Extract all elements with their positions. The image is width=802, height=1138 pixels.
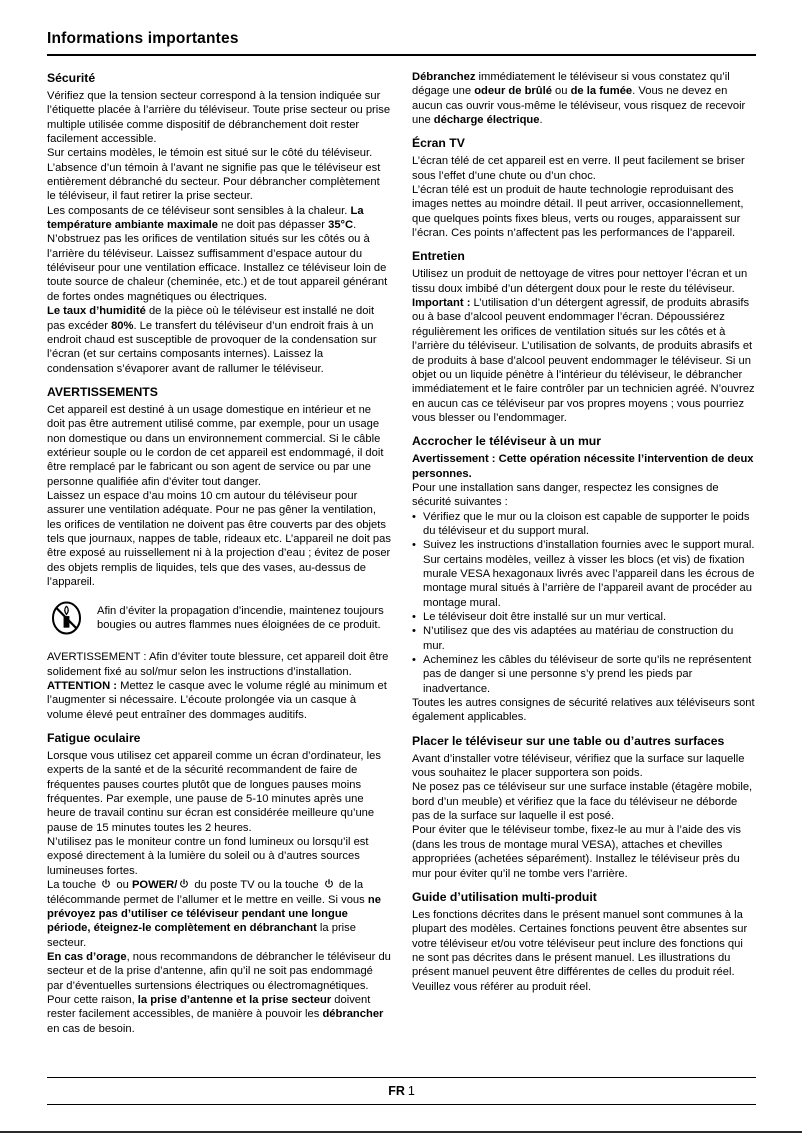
paragraph: Cet appareil est destiné à un usage domestique en intérieur et ne doit pas être autrement utilisé comme, par exemple, pour un usage non domestique ou dans un environnement commercial. Si le câble extérieur souple ou le cordon de cet appareil est endommagé, il doit être remplacé par le fabricant ou son agent de service ou par une personne qualifiée afin d’éviter tout danger. — [47, 403, 384, 488]
paragraph: Utilisez un produit de nettoyage de vitres pour nettoyer l’écran et un tissu doux imbibé d’un détergent doux pour le reste du téléviseur. — [412, 268, 748, 295]
paragraph: N’utilisez pas le moniteur contre un fond lumineux ou lorsqu’il est exposé directement à la lumière du soleil ou à d’autres sources lumineuses fortes. — [47, 836, 369, 877]
bullet-item — [412, 510, 756, 539]
paragraph: Les composants de ce téléviseur sont sensibles à la chaleur. La température ambiante maximale ne doit pas dépasser 35°C. N’obstruez pas les orifices de ventilation situés sur les côtés ou à l’arrière du téléviseur. Laissez suffisamment d’espace autour du téléviseur pour une ventilation efficace. Installez ce téléviseur loin de toute source de chaleur (cheminée, etc.) et de tout appareil générant de fortes ondes magnétiques ou électriques. — [47, 204, 388, 303]
power-icon — [324, 879, 334, 889]
footer-page-indicator — [47, 1078, 756, 1104]
paragraph: L’écran télé est un produit de haute technologie reproduisant des images nettes au moindre détail. Il peut arriver, occasionnellement, que quelques points fixes bleus, verts ou rouges, apparaissent sur l’écran. Ces points n’affectent pas les performances de l’appareil. — [412, 184, 744, 240]
paragraph: Le taux d’humidité de la pièce où le téléviseur est installé ne doit pas excéder 80%. Le transfert du téléviseur d’un endroit frais à un endroit chaud est susceptible de provoquer de la condensation sur l’écran (et sur certains composants internes). Laissez la condensation s’évaporer avant de rallumer le téléviseur. — [47, 305, 377, 375]
flame-warning-text: Afin d’éviter la propagation d’incendie, maintenez toujours bougies ou autres flammes nues éloignées de ce produit. — [97, 605, 384, 632]
page-title: Informations importantes — [47, 30, 239, 47]
bullet-marker: • — [412, 625, 416, 638]
two-column-layout — [47, 70, 756, 1036]
bullet-marker: • — [412, 654, 416, 667]
page-bottom-edge — [0, 1131, 802, 1133]
section-heading: Entretien — [412, 249, 465, 264]
bullet-marker: • — [412, 510, 416, 523]
paragraph: Important : L’utilisation d’un détergent agressif, de produits abrasifs ou à base d’alcool peuvent endommager l’écran. Dépoussiérez régulièrement les orifices de ventilation situés sur les côtés et à l’arrière du téléviseur. L’utilisation de solvants, de produits abrasifs et de produits à base d’alcool peuvent endommager le téléviseur. Si un objet ou un liquide pénètre à l’intérieur du téléviseur, le débrancher immédiatement et le faire contrôler par un technicien agréé. N’ouvrez en aucun cas ce téléviseur par vos propres moyens ; vous pourriez vous blesser ou l’endommager. — [412, 297, 755, 424]
page-footer — [47, 1077, 756, 1105]
paragraph: Toutes les autres consignes de sécurité relatives aux téléviseurs sont également applicables. — [412, 697, 755, 724]
bullet-item — [412, 624, 756, 653]
paragraph: Sur certains modèles, le témoin est situé sur le côté du téléviseur. L’absence d’un témoin à l’avant ne signifie pas que le téléviseur est entièrement débranché du secteur. Pour débrancher complètement le téléviseur, il faut retirer la prise secteur. — [47, 147, 381, 203]
title-divider — [47, 54, 756, 56]
paragraph: Laissez un espace d’au moins 10 cm autour du téléviseur pour assurer une ventilation adéquate. Pour ne pas gêner la ventilation, les orifices de ventilation ne doivent pas être couverts par des objets tels que journaux, nappes de table, rideaux etc. L’appareil ne doit pas être exposé au ruissellement ni à la projection d’eau ; évitez de poser des objets remplis de liquides, tels que des vases, au-dessus de l’appareil. — [47, 489, 391, 588]
paragraph: Les fonctions décrites dans le présent manuel sont communes à la plupart des modèles. Certaines fonctions peuvent être absentes sur votre téléviseur et/ou votre téléviseur peut inclure des fonctions qui ne sont pas décrites dans le présent manuel. Les illustrations du présent manuel peuvent être différentes de celles du produit réel. Veuillez vous référer au produit réel. — [412, 908, 748, 993]
bullet-text: Vérifiez que le mur ou la cloison est capable de supporter le poids du téléviseur et du support mural. — [423, 510, 750, 537]
paragraph: En cas d’orage, nous recommandons de débrancher le téléviseur du secteur et de la prise d’antenne, afin qu’il ne soit pas endommagé par d’éventuelles surtensions électriques ou électromagnétiques. Pour cette raison, la prise d’antenne et la prise secteur doivent rester facilement accessibles, de manière à pouvoir les débrancher en cas de besoin. — [47, 950, 391, 1035]
bullet-text: Le téléviseur doit être installé sur un mur vertical. — [423, 611, 667, 623]
bullet-marker: • — [412, 611, 416, 623]
column-right — [412, 70, 756, 1036]
bullet-item — [412, 653, 756, 696]
paragraph: AVERTISSEMENT : Afin d’éviter toute blessure, cet appareil doit être solidement fixé au sol/mur selon les instructions d’installation. — [47, 651, 389, 678]
paragraph: Avertissement : Cette opération nécessite l’intervention de deux personnes. — [412, 453, 754, 480]
paragraph: L’écran télé de cet appareil est en verre. Il peut facilement se briser sous l’effet d’une chute ou d’un choc. — [412, 155, 745, 182]
column-left — [47, 70, 391, 1036]
section-heading: AVERTISSEMENTS — [47, 384, 158, 399]
flame-warning-block — [47, 601, 391, 635]
footer-page-number: 1 — [407, 1084, 415, 1098]
section-heading: Accrocher le téléviseur à un mur — [412, 434, 601, 449]
section-heading: Écran TV — [412, 136, 465, 151]
paragraph: Vérifiez que la tension secteur correspond à la tension indiquée sur l’étiquette placée à l’arrière du téléviseur. Toute prise secteur ou prise multiple utilisée comme dispositif de débranchement doit rester facilement accessible. — [47, 90, 391, 146]
section-heading: Placer le téléviseur sur une table ou d’autres surfaces — [412, 733, 725, 748]
footer-language-label: FR — [388, 1084, 405, 1098]
section-heading: Guide d’utilisation multi-produit — [412, 889, 597, 904]
paragraph: Pour une installation sans danger, respectez les consignes de sécurité suivantes : — [412, 481, 719, 509]
power-icon — [101, 879, 111, 889]
paragraph: Avant d’installer votre téléviseur, vérifiez que la surface sur laquelle vous souhaitez le placer supportera son poids. — [412, 752, 745, 780]
paragraph: Débranchez immédiatement le téléviseur si vous constatez qu’il dégage une odeur de brûlé ou de la fumée. Vous ne devez en aucun cas ouvrir vous-même le téléviseur, vous risquez de recevoir une décharge électrique. — [412, 71, 746, 127]
paragraph: Pour éviter que le téléviseur tombe, fixez-le au mur à l’aide des vis (dans les trous de montage mural VESA), attaches et chevilles appropriées (achetées séparément). Installez le téléviseur près du mur pour éviter qu’il ne tombe vers l’arrière. — [412, 824, 741, 880]
paragraph: ATTENTION : Mettez le casque avec le volume réglé au minimum et l’augmenter si nécessaire. L’écoute prolongée via un casque à volume élevé peut entraîner des dommages auditifs. — [47, 680, 387, 721]
bullet-item — [412, 538, 756, 610]
section-heading: Sécurité — [47, 71, 96, 85]
bullet-text: Acheminez les câbles du téléviseur de sorte qu’ils ne représentent pas de danger si une personne s’y prend les pieds par inadvertance. — [423, 654, 752, 695]
no-open-flames-icon — [51, 601, 83, 635]
bullet-item — [412, 610, 756, 624]
paragraph: La touche ou POWER/ du poste TV ou la touche de la télécommande permet de l’allumer et le mettre en veille. Si vous ne prévoyez pas d’utiliser ce téléviseur pendant une longue période, éteignez-le complètement en débranchant la prise secteur. — [47, 879, 381, 949]
bullet-marker: • — [412, 539, 416, 552]
bullet-text: Suivez les instructions d’installation fournies avec le support mural. Sur certains modèles, veillez à visser les blocs (et vis) de fixation murale VESA hexagonaux livrés avec l’appareil dans les écrous de montage mural situés à l’arrière de l’appareil avant de procéder au montage mural. — [423, 539, 755, 609]
section-heading: Fatigue oculaire — [47, 731, 141, 746]
bullet-text: N’utilisez que des vis adaptées au matériau de construction du mur. — [423, 625, 734, 652]
paragraph: Lorsque vous utilisez cet appareil comme un écran d’ordinateur, les experts de la santé et de la sécurité recommandent de faire de fréquentes pauses courtes plutôt que de longues pauses moins fréquentes. Par exemple, une pause de 5-10 minutes après une heure de travail continu sur écran est considérée meilleure qu’une pause de 15 minutes toutes les 2 heures. — [47, 750, 381, 834]
page-content — [47, 30, 756, 1036]
power-icon — [179, 879, 189, 889]
footer-divider-bottom — [47, 1104, 756, 1105]
paragraph: Ne posez pas ce téléviseur sur une surface instable (étagère mobile, bord d’un meuble) et vérifiez que la face du téléviseur ne déborde pas de la surface sur laquelle il est posé. — [412, 781, 753, 823]
